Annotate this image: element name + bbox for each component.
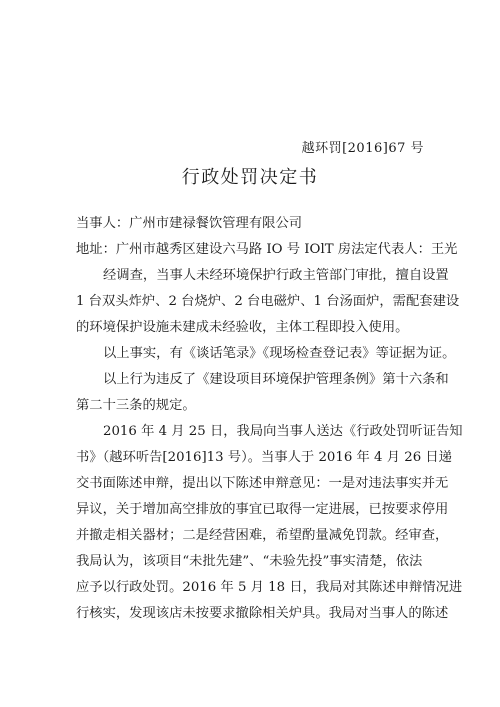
paragraph-line: 以上事实，有《谈话笔录》《现场检查登记表》等证据为证。 — [103, 346, 456, 361]
paragraph-line: 交书面陈述申辩，提出以下陈述申辩意见：一是对违法事实并无 — [76, 476, 449, 491]
paragraph-line: 应予以行政处罚。2016 年 5 月 18 日，我局对其陈述申辩情况进 — [76, 580, 463, 595]
paragraph-line: 1 台双头炸炉、2 台烧炉、2 台电磁炉、1 台汤面炉，需配套建设 — [76, 294, 460, 309]
document-title: 行政处罚决定书 — [181, 167, 319, 188]
address-line: 地址：广州市越秀区建设六马路 IO 号 IOlT 房法定代表人：王光 — [76, 242, 458, 257]
paragraph-line: 书》（越环听告[2016]13 号）。当事人于 2016 年 4 月 26 日递 — [76, 450, 452, 465]
document-body — [76, 211, 463, 627]
paragraph-line: 2016 年 4 月 25 日，我局向当事人送达《行政处罚听证告知 — [103, 424, 463, 439]
paragraph-line: 我局认为，该项目“未批先建”、“未验先投”事实清楚，依法 — [76, 554, 423, 569]
paragraph-line: 异议，关于增加高空排放的事宜已取得一定进展，已按要求停用 — [76, 502, 449, 517]
paragraph-line: 的环境保护设施未建成未经验收，主体工程即投入使用。 — [76, 320, 409, 335]
paragraph-line: 并撤走相关器材；二是经营困难，希望酌量减免罚款。经审查， — [76, 528, 449, 543]
paragraph-line: 经调查，当事人未经环境保护行政主管部门审批，擅自设置 — [103, 268, 449, 283]
paragraph-line: 行核实，发现该店未按要求撤除相关炉具。我局对当事人的陈述 — [76, 606, 449, 621]
paragraph-line: 第二十三条的规定。 — [76, 398, 196, 413]
paragraph-line: 以上行为违反了《建设项目环境保护管理条例》第十六条和 — [103, 372, 449, 387]
party-line: 当事人：广州市建禄餐饮管理有限公司 — [76, 216, 303, 231]
document-number: 越环罚[2016]67 号 — [301, 141, 424, 156]
